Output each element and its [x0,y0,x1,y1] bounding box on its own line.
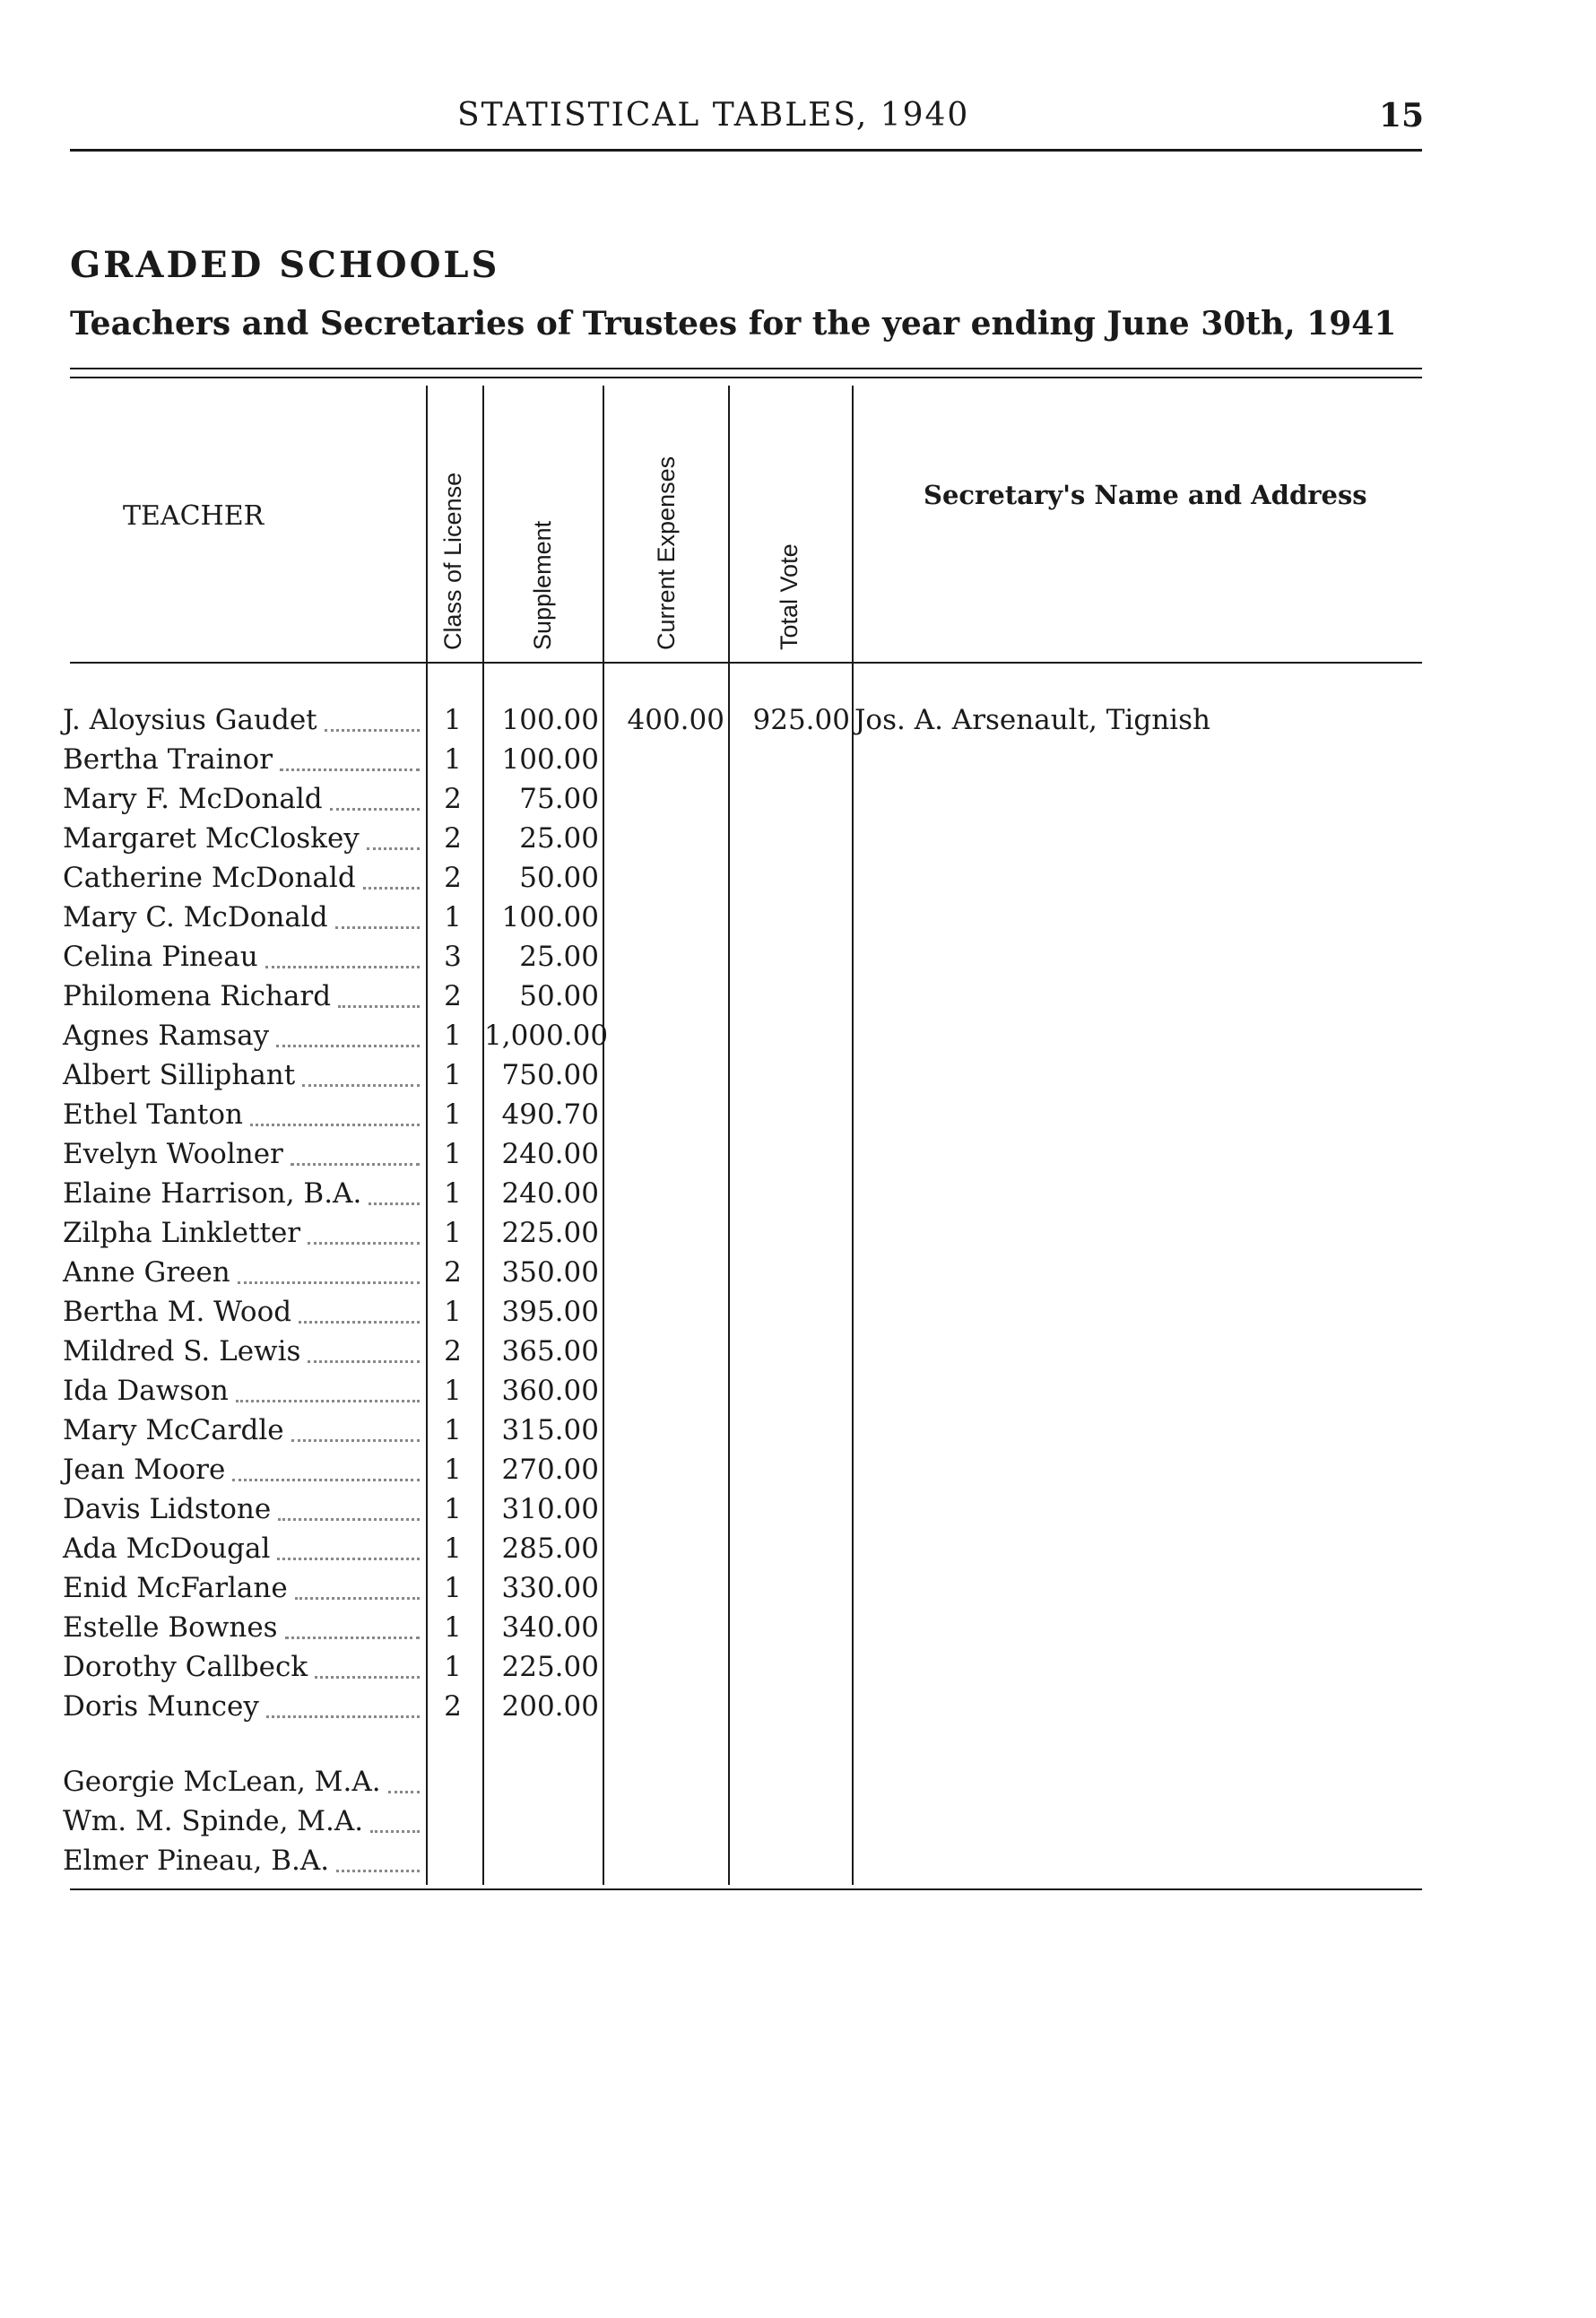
teacher-name: Mildred S. Lewis [63,1335,301,1367]
table-row [0,1651,1596,1690]
teacher-name: Elaine Harrison, B.A. [63,1177,362,1210]
dot-leader [276,1045,420,1047]
supplement-cell: 50.00 [519,980,599,1012]
supplement-cell: 285.00 [501,1532,599,1565]
dot-leader [369,1202,420,1205]
table-row [0,1532,1596,1572]
dot-leader [250,1124,420,1126]
teacher-name: Zilpha Linkletter [63,1217,301,1249]
supplement-cell: 750.00 [501,1059,599,1091]
license-cell: 2 [444,783,462,815]
teacher-name: Estelle Bownes [63,1611,278,1644]
dot-leader [238,1281,420,1284]
dot-leader [335,926,420,929]
license-cell: 1 [444,1454,462,1486]
teacher-name: Celina Pineau [63,941,258,973]
table-row [0,941,1596,980]
dot-leader [336,1870,420,1872]
table-row [0,1766,1596,1805]
license-cell: 2 [444,1256,462,1289]
current-expenses-cell: 400.00 [627,704,724,736]
dot-leader [280,768,420,771]
header-bottom-rule [70,662,1422,664]
total-vote-cell: 925.00 [752,704,850,736]
table-row [0,1493,1596,1532]
teacher-name: Evelyn Woolner [63,1138,283,1170]
dot-leader [236,1400,420,1402]
supplement-cell: 100.00 [501,743,599,776]
table-row [0,1098,1596,1138]
col-header-class-of-license: Class of License [439,472,466,650]
dot-leader [232,1479,420,1481]
license-cell: 1 [444,704,462,736]
dot-leader [325,729,420,732]
table-row [0,704,1596,743]
supplement-cell: 365.00 [501,1335,599,1367]
table-row [0,1256,1596,1296]
license-cell: 1 [444,1651,462,1683]
supplement-cell: 330.00 [501,1572,599,1604]
table-row [0,1690,1596,1730]
table-row [0,1611,1596,1651]
teacher-name: Mary McCardle [63,1414,284,1446]
dot-leader [302,1084,420,1087]
license-cell: 1 [444,1611,462,1644]
license-cell: 1 [444,1493,462,1525]
dot-leader [266,1715,420,1718]
license-cell: 2 [444,822,462,855]
dot-leader [388,1791,420,1793]
table-row [0,1335,1596,1375]
table-top-rule-2 [70,377,1422,378]
table-top-rule [70,368,1422,369]
teacher-name: Mary C. McDonald [63,901,328,933]
supplement-cell: 340.00 [501,1611,599,1644]
license-cell: 1 [444,1414,462,1446]
teacher-name: Elmer Pineau, B.A. [63,1845,330,1877]
supplement-cell: 240.00 [501,1138,599,1170]
table-row [0,1059,1596,1098]
license-cell: 3 [444,941,462,973]
table-row [0,1805,1596,1845]
dot-leader [338,1005,420,1008]
teacher-name: Wm. M. Spinde, M.A. [63,1805,364,1837]
table-row [0,1217,1596,1256]
dot-leader [278,1518,420,1521]
supplement-cell: 315.00 [501,1414,599,1446]
teacher-name: Anne Green [63,1256,230,1289]
table-row [0,901,1596,941]
table-row [0,1020,1596,1059]
running-head [0,97,1596,142]
teacher-name: Doris Muncey [63,1690,259,1723]
table-row [0,1572,1596,1611]
supplement-cell: 350.00 [501,1256,599,1289]
teacher-name: Dorothy Callbeck [63,1651,308,1683]
supplement-cell: 225.00 [501,1217,599,1249]
teacher-name: Ida Dawson [63,1375,229,1407]
col-header-total-vote: Total Vote [776,543,802,650]
dot-leader [291,1439,420,1442]
table-row [0,1414,1596,1454]
license-cell: 1 [444,1177,462,1210]
page-number: 15 [1379,97,1425,135]
secretary-cell: Jos. A. Arsenault, Tignish [854,704,1210,736]
teacher-name: Albert Silliphant [63,1059,296,1091]
teacher-name: Bertha M. Wood [63,1296,292,1328]
teacher-name: J. Aloysius Gaudet [63,704,317,736]
table-row [0,1845,1596,1884]
supplement-cell: 100.00 [501,901,599,933]
table-row [0,1454,1596,1493]
supplement-cell: 360.00 [501,1375,599,1407]
license-cell: 2 [444,1335,462,1367]
license-cell: 1 [444,1375,462,1407]
section-title: GRADED SCHOOLS [70,244,500,286]
dot-leader [370,1830,420,1833]
table-bottom-rule [70,1888,1422,1890]
teacher-name: Mary F. McDonald [63,783,323,815]
dot-leader [308,1242,420,1245]
table-row [0,1138,1596,1177]
table-row [0,743,1596,783]
license-cell: 1 [444,1098,462,1131]
table-row [0,1177,1596,1217]
teacher-name: Jean Moore [63,1454,226,1486]
license-cell: 1 [444,1217,462,1249]
supplement-cell: 1,000.00 [484,1020,609,1052]
supplement-cell: 490.70 [501,1098,599,1131]
running-title: STATISTICAL TABLES, 1940 [457,97,970,134]
license-cell: 1 [444,1572,462,1604]
teacher-name: Philomena Richard [63,980,332,1012]
supplement-cell: 270.00 [501,1454,599,1486]
dot-leader [299,1321,420,1324]
supplement-cell: 225.00 [501,1651,599,1683]
license-cell: 2 [444,1690,462,1723]
header-rule [70,149,1422,152]
col-header-teacher: TEACHER [123,500,265,532]
supplement-cell: 240.00 [501,1177,599,1210]
license-cell: 1 [444,1138,462,1170]
supplement-cell: 200.00 [501,1690,599,1723]
teacher-name: Bertha Trainor [63,743,273,776]
dot-leader [285,1636,420,1639]
supplement-cell: 100.00 [501,704,599,736]
supplement-cell: 50.00 [519,862,599,894]
table-row [0,1375,1596,1414]
dot-leader [367,847,420,850]
col-header-supplement: Supplement [529,520,556,650]
table-row [0,862,1596,901]
dot-leader [291,1163,420,1166]
dot-leader [330,808,420,811]
section-subtitle: Teachers and Secretaries of Trustees for the year ending June 30th, 1941 [70,305,1397,343]
teacher-name: Davis Lidstone [63,1493,272,1525]
table-row [0,980,1596,1020]
license-cell: 1 [444,1296,462,1328]
col-header-secretary: Secretary's Name and Address [924,480,1367,510]
license-cell: 1 [444,1059,462,1091]
dot-leader [363,887,420,890]
license-cell: 1 [444,901,462,933]
license-cell: 2 [444,980,462,1012]
teacher-name: Catherine McDonald [63,862,356,894]
teacher-name: Ada McDougal [63,1532,271,1565]
dot-leader [295,1597,420,1600]
teacher-name: Margaret McCloskey [63,822,360,855]
teacher-name: Georgie McLean, M.A. [63,1766,381,1798]
supplement-cell: 25.00 [519,822,599,855]
supplement-cell: 75.00 [519,783,599,815]
table-row [0,783,1596,822]
dot-leader [315,1676,420,1679]
supplement-cell: 25.00 [519,941,599,973]
table-row [0,1296,1596,1335]
teacher-name: Enid McFarlane [63,1572,288,1604]
dot-leader [277,1558,420,1560]
dot-leader [308,1360,420,1363]
supplement-cell: 395.00 [501,1296,599,1328]
teacher-name: Agnes Ramsay [63,1020,270,1052]
license-cell: 2 [444,862,462,894]
license-cell: 1 [444,743,462,776]
license-cell: 1 [444,1532,462,1565]
table-row [0,822,1596,862]
license-cell: 1 [444,1020,462,1052]
col-header-current-expenses: Current Expenses [653,456,680,650]
teacher-name: Ethel Tanton [63,1098,243,1131]
supplement-cell: 310.00 [501,1493,599,1525]
dot-leader [265,966,420,968]
